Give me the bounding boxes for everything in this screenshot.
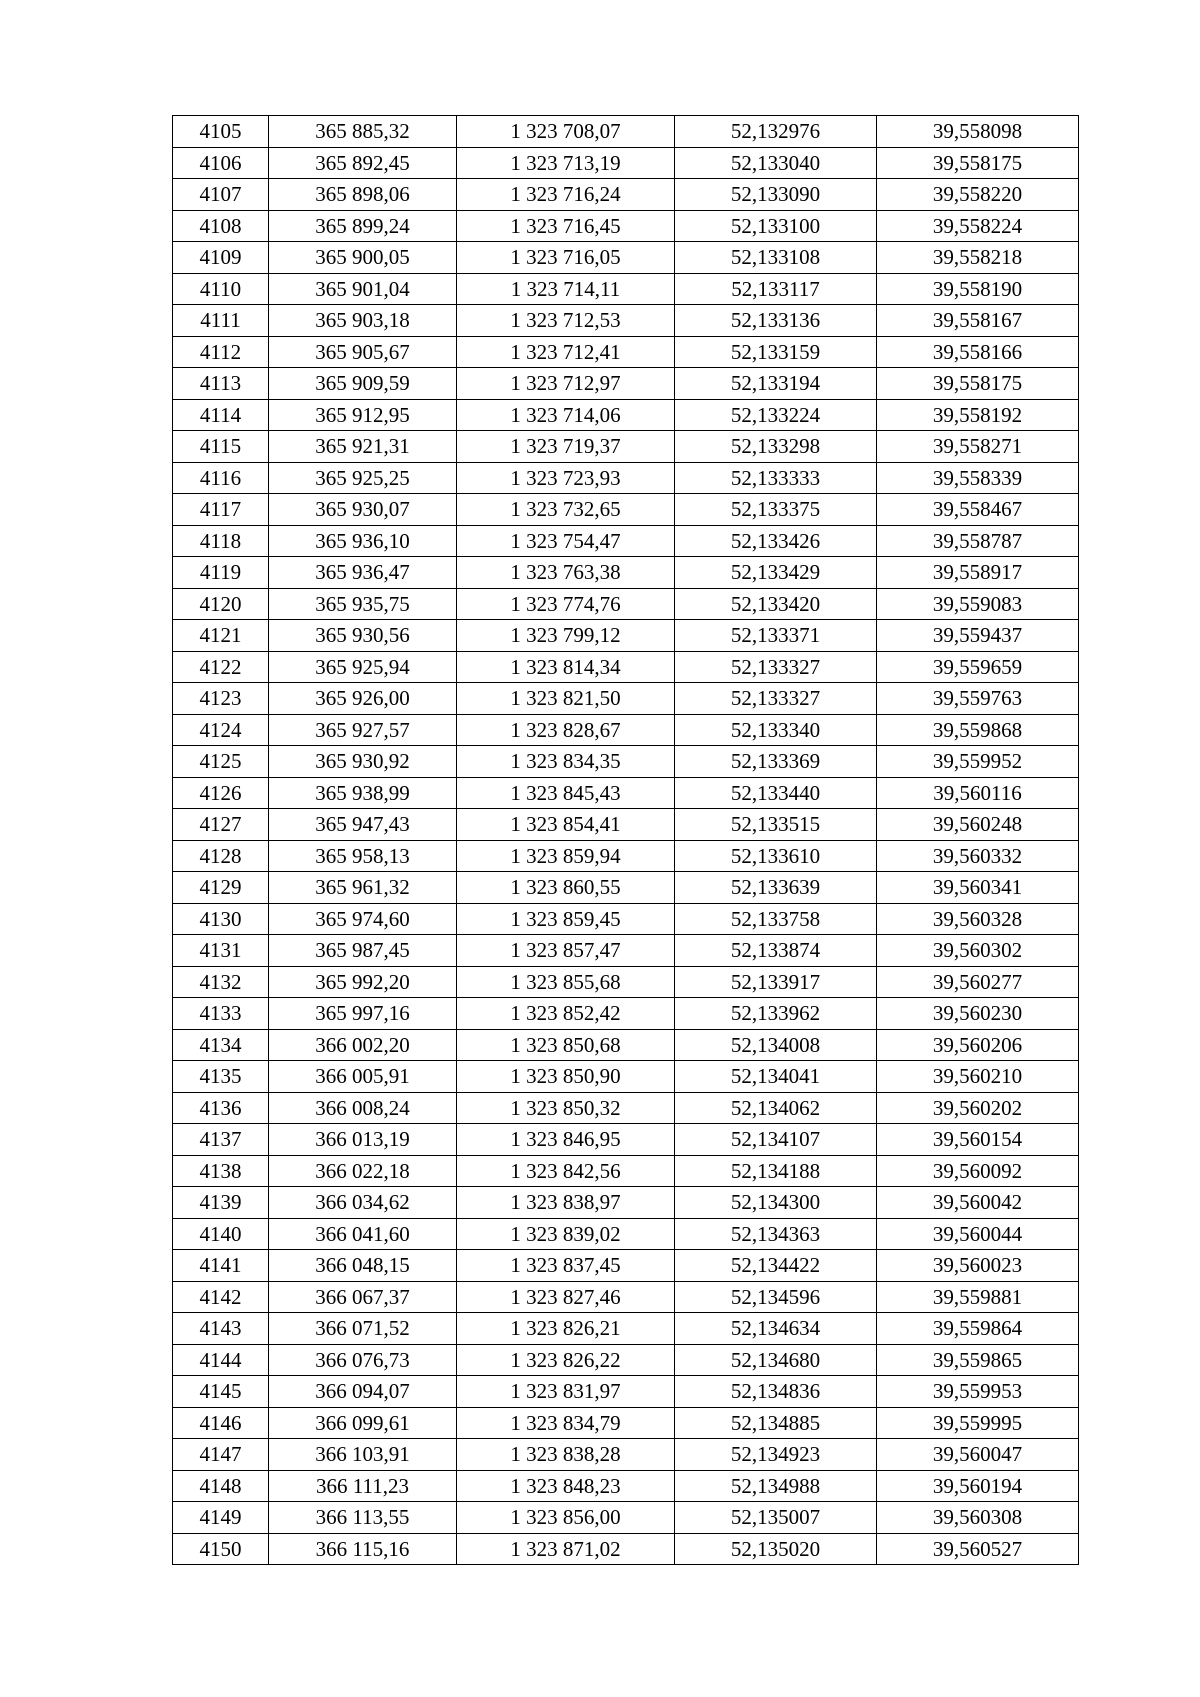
point-number-cell: 4134 (173, 1029, 269, 1061)
x-coordinate-cell: 365 925,94 (269, 651, 457, 683)
point-number-cell: 4123 (173, 683, 269, 715)
table-row (173, 1218, 1079, 1250)
x-coordinate-cell: 365 912,95 (269, 399, 457, 431)
point-number-cell: 4124 (173, 714, 269, 746)
longitude-cell: 39,560302 (877, 935, 1079, 967)
table-row (173, 651, 1079, 683)
latitude-cell: 52,134041 (675, 1061, 877, 1093)
latitude-cell: 52,134923 (675, 1439, 877, 1471)
x-coordinate-cell: 366 002,20 (269, 1029, 457, 1061)
longitude-cell: 39,558339 (877, 462, 1079, 494)
latitude-cell: 52,135020 (675, 1533, 877, 1565)
table-row (173, 494, 1079, 526)
table-row (173, 179, 1079, 211)
x-coordinate-cell: 365 899,24 (269, 210, 457, 242)
latitude-cell: 52,133117 (675, 273, 877, 305)
point-number-cell: 4131 (173, 935, 269, 967)
point-number-cell: 4149 (173, 1502, 269, 1534)
longitude-cell: 39,558787 (877, 525, 1079, 557)
longitude-cell: 39,560308 (877, 1502, 1079, 1534)
x-coordinate-cell: 365 935,75 (269, 588, 457, 620)
y-coordinate-cell: 1 323 814,34 (457, 651, 675, 683)
y-coordinate-cell: 1 323 856,00 (457, 1502, 675, 1534)
table-row (173, 116, 1079, 148)
latitude-cell: 52,133426 (675, 525, 877, 557)
table-row (173, 683, 1079, 715)
latitude-cell: 52,133100 (675, 210, 877, 242)
table-row (173, 1376, 1079, 1408)
point-number-cell: 4117 (173, 494, 269, 526)
longitude-cell: 39,558271 (877, 431, 1079, 463)
latitude-cell: 52,133515 (675, 809, 877, 841)
y-coordinate-cell: 1 323 754,47 (457, 525, 675, 557)
table-row (173, 1533, 1079, 1565)
longitude-cell: 39,558224 (877, 210, 1079, 242)
x-coordinate-cell: 365 926,00 (269, 683, 457, 715)
point-number-cell: 4129 (173, 872, 269, 904)
longitude-cell: 39,560248 (877, 809, 1079, 841)
latitude-cell: 52,133369 (675, 746, 877, 778)
point-number-cell: 4114 (173, 399, 269, 431)
latitude-cell: 52,133327 (675, 651, 877, 683)
longitude-cell: 39,560332 (877, 840, 1079, 872)
longitude-cell: 39,559083 (877, 588, 1079, 620)
table-row (173, 872, 1079, 904)
x-coordinate-cell: 366 071,52 (269, 1313, 457, 1345)
latitude-cell: 52,134680 (675, 1344, 877, 1376)
longitude-cell: 39,558166 (877, 336, 1079, 368)
table-row (173, 399, 1079, 431)
latitude-cell: 52,133194 (675, 368, 877, 400)
latitude-cell: 52,132976 (675, 116, 877, 148)
longitude-cell: 39,558917 (877, 557, 1079, 589)
point-number-cell: 4120 (173, 588, 269, 620)
x-coordinate-cell: 365 936,10 (269, 525, 457, 557)
longitude-cell: 39,560023 (877, 1250, 1079, 1282)
y-coordinate-cell: 1 323 723,93 (457, 462, 675, 494)
latitude-cell: 52,133639 (675, 872, 877, 904)
x-coordinate-cell: 366 113,55 (269, 1502, 457, 1534)
point-number-cell: 4142 (173, 1281, 269, 1313)
latitude-cell: 52,133136 (675, 305, 877, 337)
point-number-cell: 4110 (173, 273, 269, 305)
longitude-cell: 39,558175 (877, 368, 1079, 400)
longitude-cell: 39,560341 (877, 872, 1079, 904)
x-coordinate-cell: 365 938,99 (269, 777, 457, 809)
table-row (173, 1187, 1079, 1219)
x-coordinate-cell: 365 927,57 (269, 714, 457, 746)
y-coordinate-cell: 1 323 763,38 (457, 557, 675, 589)
latitude-cell: 52,134596 (675, 1281, 877, 1313)
y-coordinate-cell: 1 323 831,97 (457, 1376, 675, 1408)
longitude-cell: 39,560277 (877, 966, 1079, 998)
y-coordinate-cell: 1 323 708,07 (457, 116, 675, 148)
latitude-cell: 52,133429 (675, 557, 877, 589)
longitude-cell: 39,559437 (877, 620, 1079, 652)
point-number-cell: 4139 (173, 1187, 269, 1219)
x-coordinate-cell: 365 987,45 (269, 935, 457, 967)
y-coordinate-cell: 1 323 848,23 (457, 1470, 675, 1502)
longitude-cell: 39,560044 (877, 1218, 1079, 1250)
y-coordinate-cell: 1 323 799,12 (457, 620, 675, 652)
y-coordinate-cell: 1 323 719,37 (457, 431, 675, 463)
longitude-cell: 39,559868 (877, 714, 1079, 746)
y-coordinate-cell: 1 323 712,97 (457, 368, 675, 400)
latitude-cell: 52,133108 (675, 242, 877, 274)
longitude-cell: 39,560092 (877, 1155, 1079, 1187)
longitude-cell: 39,560527 (877, 1533, 1079, 1565)
point-number-cell: 4133 (173, 998, 269, 1030)
y-coordinate-cell: 1 323 834,35 (457, 746, 675, 778)
latitude-cell: 52,134634 (675, 1313, 877, 1345)
point-number-cell: 4109 (173, 242, 269, 274)
y-coordinate-cell: 1 323 857,47 (457, 935, 675, 967)
table-row (173, 620, 1079, 652)
x-coordinate-cell: 365 930,92 (269, 746, 457, 778)
y-coordinate-cell: 1 323 716,45 (457, 210, 675, 242)
x-coordinate-cell: 365 905,67 (269, 336, 457, 368)
point-number-cell: 4144 (173, 1344, 269, 1376)
point-number-cell: 4135 (173, 1061, 269, 1093)
table-row (173, 242, 1079, 274)
longitude-cell: 39,559881 (877, 1281, 1079, 1313)
latitude-cell: 52,133371 (675, 620, 877, 652)
y-coordinate-cell: 1 323 826,21 (457, 1313, 675, 1345)
table-row (173, 368, 1079, 400)
point-number-cell: 4132 (173, 966, 269, 998)
x-coordinate-cell: 365 925,25 (269, 462, 457, 494)
x-coordinate-cell: 365 947,43 (269, 809, 457, 841)
table-row (173, 935, 1079, 967)
x-coordinate-cell: 366 013,19 (269, 1124, 457, 1156)
latitude-cell: 52,133340 (675, 714, 877, 746)
y-coordinate-cell: 1 323 850,32 (457, 1092, 675, 1124)
y-coordinate-cell: 1 323 860,55 (457, 872, 675, 904)
point-number-cell: 4119 (173, 557, 269, 589)
longitude-cell: 39,558167 (877, 305, 1079, 337)
table-row (173, 777, 1079, 809)
point-number-cell: 4141 (173, 1250, 269, 1282)
table-row (173, 1124, 1079, 1156)
y-coordinate-cell: 1 323 732,65 (457, 494, 675, 526)
x-coordinate-cell: 365 901,04 (269, 273, 457, 305)
y-coordinate-cell: 1 323 854,41 (457, 809, 675, 841)
longitude-cell: 39,559995 (877, 1407, 1079, 1439)
x-coordinate-cell: 366 076,73 (269, 1344, 457, 1376)
latitude-cell: 52,133375 (675, 494, 877, 526)
x-coordinate-cell: 366 103,91 (269, 1439, 457, 1471)
x-coordinate-cell: 366 115,16 (269, 1533, 457, 1565)
y-coordinate-cell: 1 323 826,22 (457, 1344, 675, 1376)
point-number-cell: 4105 (173, 116, 269, 148)
point-number-cell: 4126 (173, 777, 269, 809)
longitude-cell: 39,559953 (877, 1376, 1079, 1408)
table-row (173, 1281, 1079, 1313)
x-coordinate-cell: 366 041,60 (269, 1218, 457, 1250)
table-row (173, 903, 1079, 935)
y-coordinate-cell: 1 323 834,79 (457, 1407, 675, 1439)
longitude-cell: 39,560202 (877, 1092, 1079, 1124)
x-coordinate-cell: 365 997,16 (269, 998, 457, 1030)
x-coordinate-cell: 366 008,24 (269, 1092, 457, 1124)
point-number-cell: 4127 (173, 809, 269, 841)
x-coordinate-cell: 365 958,13 (269, 840, 457, 872)
longitude-cell: 39,558192 (877, 399, 1079, 431)
latitude-cell: 52,133758 (675, 903, 877, 935)
table-row (173, 966, 1079, 998)
point-number-cell: 4106 (173, 147, 269, 179)
y-coordinate-cell: 1 323 859,45 (457, 903, 675, 935)
x-coordinate-cell: 366 034,62 (269, 1187, 457, 1219)
table-row (173, 210, 1079, 242)
latitude-cell: 52,133040 (675, 147, 877, 179)
x-coordinate-cell: 366 005,91 (269, 1061, 457, 1093)
table-row (173, 462, 1079, 494)
point-number-cell: 4115 (173, 431, 269, 463)
y-coordinate-cell: 1 323 839,02 (457, 1218, 675, 1250)
point-number-cell: 4148 (173, 1470, 269, 1502)
y-coordinate-cell: 1 323 827,46 (457, 1281, 675, 1313)
longitude-cell: 39,559952 (877, 746, 1079, 778)
point-number-cell: 4147 (173, 1439, 269, 1471)
x-coordinate-cell: 365 930,07 (269, 494, 457, 526)
latitude-cell: 52,134107 (675, 1124, 877, 1156)
y-coordinate-cell: 1 323 821,50 (457, 683, 675, 715)
point-number-cell: 4150 (173, 1533, 269, 1565)
longitude-cell: 39,558218 (877, 242, 1079, 274)
x-coordinate-cell: 365 992,20 (269, 966, 457, 998)
table-row (173, 1092, 1079, 1124)
x-coordinate-cell: 365 903,18 (269, 305, 457, 337)
y-coordinate-cell: 1 323 842,56 (457, 1155, 675, 1187)
point-number-cell: 4118 (173, 525, 269, 557)
y-coordinate-cell: 1 323 837,45 (457, 1250, 675, 1282)
longitude-cell: 39,558098 (877, 116, 1079, 148)
latitude-cell: 52,133224 (675, 399, 877, 431)
table-row (173, 1470, 1079, 1502)
latitude-cell: 52,134836 (675, 1376, 877, 1408)
table-row (173, 588, 1079, 620)
y-coordinate-cell: 1 323 828,67 (457, 714, 675, 746)
point-number-cell: 4113 (173, 368, 269, 400)
longitude-cell: 39,558220 (877, 179, 1079, 211)
latitude-cell: 52,134188 (675, 1155, 877, 1187)
x-coordinate-cell: 365 930,56 (269, 620, 457, 652)
y-coordinate-cell: 1 323 871,02 (457, 1533, 675, 1565)
table-row (173, 557, 1079, 589)
y-coordinate-cell: 1 323 850,90 (457, 1061, 675, 1093)
point-number-cell: 4116 (173, 462, 269, 494)
longitude-cell: 39,560116 (877, 777, 1079, 809)
table-row (173, 840, 1079, 872)
x-coordinate-cell: 365 900,05 (269, 242, 457, 274)
y-coordinate-cell: 1 323 852,42 (457, 998, 675, 1030)
point-number-cell: 4140 (173, 1218, 269, 1250)
x-coordinate-cell: 365 961,32 (269, 872, 457, 904)
x-coordinate-cell: 365 909,59 (269, 368, 457, 400)
latitude-cell: 52,134300 (675, 1187, 877, 1219)
table-row (173, 998, 1079, 1030)
latitude-cell: 52,134008 (675, 1029, 877, 1061)
x-coordinate-cell: 366 022,18 (269, 1155, 457, 1187)
table-row (173, 1029, 1079, 1061)
y-coordinate-cell: 1 323 855,68 (457, 966, 675, 998)
table-row (173, 147, 1079, 179)
x-coordinate-cell: 365 892,45 (269, 147, 457, 179)
point-number-cell: 4108 (173, 210, 269, 242)
y-coordinate-cell: 1 323 714,11 (457, 273, 675, 305)
latitude-cell: 52,134422 (675, 1250, 877, 1282)
x-coordinate-cell: 366 067,37 (269, 1281, 457, 1313)
latitude-cell: 52,133333 (675, 462, 877, 494)
table-row (173, 1250, 1079, 1282)
point-number-cell: 4138 (173, 1155, 269, 1187)
latitude-cell: 52,134062 (675, 1092, 877, 1124)
latitude-cell: 52,133298 (675, 431, 877, 463)
longitude-cell: 39,560194 (877, 1470, 1079, 1502)
longitude-cell: 39,559864 (877, 1313, 1079, 1345)
point-number-cell: 4143 (173, 1313, 269, 1345)
table-row (173, 431, 1079, 463)
x-coordinate-cell: 366 099,61 (269, 1407, 457, 1439)
point-number-cell: 4125 (173, 746, 269, 778)
latitude-cell: 52,133420 (675, 588, 877, 620)
x-coordinate-cell: 365 936,47 (269, 557, 457, 589)
y-coordinate-cell: 1 323 712,41 (457, 336, 675, 368)
latitude-cell: 52,134363 (675, 1218, 877, 1250)
table-row (173, 1313, 1079, 1345)
y-coordinate-cell: 1 323 845,43 (457, 777, 675, 809)
longitude-cell: 39,559763 (877, 683, 1079, 715)
table-row (173, 305, 1079, 337)
point-number-cell: 4111 (173, 305, 269, 337)
point-number-cell: 4128 (173, 840, 269, 872)
longitude-cell: 39,559659 (877, 651, 1079, 683)
point-number-cell: 4136 (173, 1092, 269, 1124)
longitude-cell: 39,559865 (877, 1344, 1079, 1376)
y-coordinate-cell: 1 323 838,28 (457, 1439, 675, 1471)
table-row (173, 1407, 1079, 1439)
table-row (173, 746, 1079, 778)
latitude-cell: 52,133874 (675, 935, 877, 967)
latitude-cell: 52,133962 (675, 998, 877, 1030)
table-row (173, 809, 1079, 841)
latitude-cell: 52,133159 (675, 336, 877, 368)
point-number-cell: 4107 (173, 179, 269, 211)
table-row (173, 1061, 1079, 1093)
x-coordinate-cell: 365 921,31 (269, 431, 457, 463)
table-row (173, 1155, 1079, 1187)
y-coordinate-cell: 1 323 716,05 (457, 242, 675, 274)
x-coordinate-cell: 365 898,06 (269, 179, 457, 211)
point-number-cell: 4145 (173, 1376, 269, 1408)
point-number-cell: 4112 (173, 336, 269, 368)
table-row (173, 714, 1079, 746)
y-coordinate-cell: 1 323 713,19 (457, 147, 675, 179)
x-coordinate-cell: 366 094,07 (269, 1376, 457, 1408)
point-number-cell: 4130 (173, 903, 269, 935)
x-coordinate-cell: 365 974,60 (269, 903, 457, 935)
longitude-cell: 39,558467 (877, 494, 1079, 526)
table-row (173, 1502, 1079, 1534)
latitude-cell: 52,134988 (675, 1470, 877, 1502)
table-row (173, 273, 1079, 305)
coordinates-table (172, 115, 1079, 1565)
point-number-cell: 4121 (173, 620, 269, 652)
y-coordinate-cell: 1 323 850,68 (457, 1029, 675, 1061)
point-number-cell: 4146 (173, 1407, 269, 1439)
longitude-cell: 39,560328 (877, 903, 1079, 935)
y-coordinate-cell: 1 323 774,76 (457, 588, 675, 620)
longitude-cell: 39,560047 (877, 1439, 1079, 1471)
latitude-cell: 52,135007 (675, 1502, 877, 1534)
longitude-cell: 39,558175 (877, 147, 1079, 179)
y-coordinate-cell: 1 323 716,24 (457, 179, 675, 211)
y-coordinate-cell: 1 323 859,94 (457, 840, 675, 872)
x-coordinate-cell: 366 111,23 (269, 1470, 457, 1502)
table-row (173, 336, 1079, 368)
longitude-cell: 39,560230 (877, 998, 1079, 1030)
latitude-cell: 52,133610 (675, 840, 877, 872)
table-row (173, 1439, 1079, 1471)
y-coordinate-cell: 1 323 714,06 (457, 399, 675, 431)
longitude-cell: 39,560154 (877, 1124, 1079, 1156)
longitude-cell: 39,558190 (877, 273, 1079, 305)
point-number-cell: 4122 (173, 651, 269, 683)
table-row (173, 1344, 1079, 1376)
longitude-cell: 39,560206 (877, 1029, 1079, 1061)
latitude-cell: 52,133327 (675, 683, 877, 715)
coordinates-table-body (173, 116, 1079, 1565)
latitude-cell: 52,133917 (675, 966, 877, 998)
latitude-cell: 52,134885 (675, 1407, 877, 1439)
latitude-cell: 52,133090 (675, 179, 877, 211)
y-coordinate-cell: 1 323 846,95 (457, 1124, 675, 1156)
x-coordinate-cell: 366 048,15 (269, 1250, 457, 1282)
longitude-cell: 39,560042 (877, 1187, 1079, 1219)
x-coordinate-cell: 365 885,32 (269, 116, 457, 148)
latitude-cell: 52,133440 (675, 777, 877, 809)
point-number-cell: 4137 (173, 1124, 269, 1156)
table-row (173, 525, 1079, 557)
longitude-cell: 39,560210 (877, 1061, 1079, 1093)
y-coordinate-cell: 1 323 712,53 (457, 305, 675, 337)
y-coordinate-cell: 1 323 838,97 (457, 1187, 675, 1219)
